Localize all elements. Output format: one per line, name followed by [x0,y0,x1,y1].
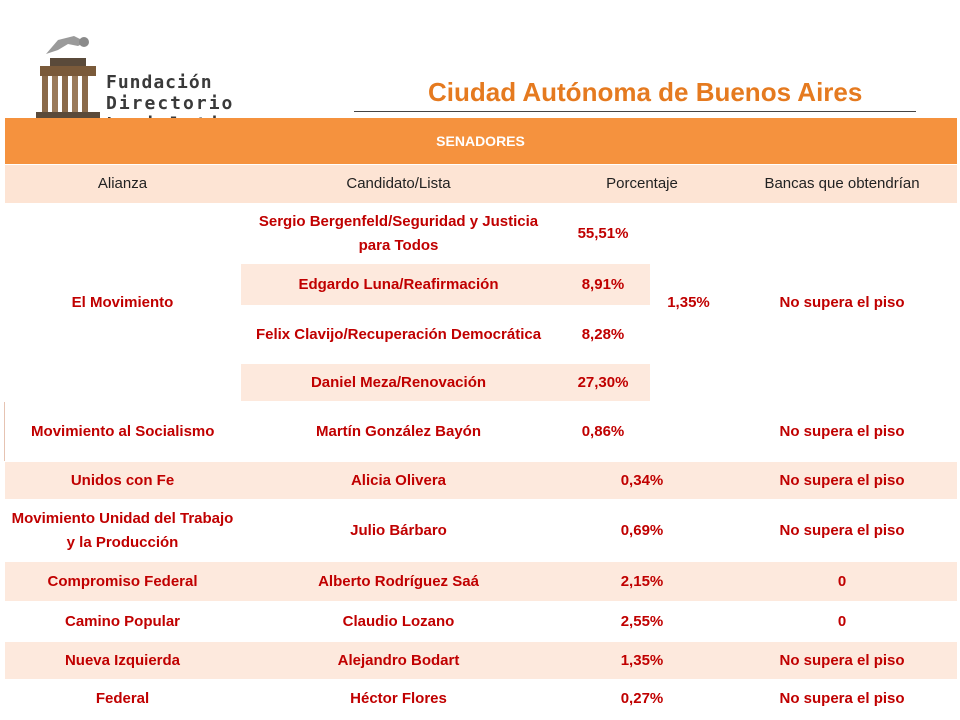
pct-cell: 0,27% [557,680,728,718]
candidato-cell: Martín González Bayón [241,402,557,462]
title-divider [354,111,916,112]
bancas-cell: No supera el piso [728,500,957,562]
candidato-cell: Alejandro Bodart [241,642,557,680]
legislature-building-icon [28,32,108,122]
pct-cell: 0,69% [557,500,728,562]
col-candidato: Candidato/Lista [241,165,557,204]
alianza-cell: Nueva Izquierda [5,642,241,680]
table-row [5,680,957,718]
pct-cell: 55,51% [557,204,650,264]
alianza-cell: El Movimiento [5,204,241,402]
table-row [5,562,957,602]
candidato-cell: Julio Bárbaro [241,500,557,562]
candidato-cell: Alberto Rodríguez Saá [241,562,557,602]
pct-cell: 2,15% [557,562,728,602]
alianza-cell: Federal [5,680,241,718]
pct-cell: 0,86% [557,402,650,462]
table-row [5,204,957,264]
col-bancas: Bancas que obtendrían [728,165,957,204]
candidato-cell: Sergio Bergenfeld/Seguridad y Justicia para Todos [241,204,557,264]
logo-line2: Directorio Legislativo [106,93,248,135]
table-row [5,462,957,500]
table-row [5,642,957,680]
bancas-cell: No supera el piso [728,462,957,500]
candidato-cell: Felix Clavijo/Recuperación Democrática [241,306,557,364]
results-table [4,118,957,718]
candidato-cell: Edgardo Luna/Reafirmación [241,264,557,306]
candidato-cell: Alicia Olivera [241,462,557,500]
pct-cell: 8,28% [557,306,650,364]
col-alianza: Alianza [5,165,241,204]
pct-cell: 1,35% [557,642,728,680]
logo-line1: Fundación [106,72,213,93]
candidato-cell: Héctor Flores [241,680,557,718]
bancas-cell: 0 [728,602,957,642]
alianza-cell: Movimiento al Socialismo [5,402,241,462]
pct-cell: 0,34% [557,462,728,500]
alianza-cell: Movimiento Unidad del Trabajo y la Producción [5,500,241,562]
candidato-cell: Claudio Lozano [241,602,557,642]
alianza-cell: Camino Popular [5,602,241,642]
table-header-row [5,165,957,204]
bancas-cell: No supera el piso [728,204,957,402]
bancas-cell: No supera el piso [728,642,957,680]
pct-cell: 27,30% [557,364,650,402]
pct-cell: 8,91% [557,264,650,306]
col-porcentaje: Porcentaje [557,165,728,204]
page-title: Ciudad Autónoma de Buenos Aires [428,77,863,107]
table-band [5,118,957,165]
table-row [5,500,957,562]
bancas-cell: 0 [728,562,957,602]
table-row [5,602,957,642]
band-label: SENADORES [5,118,957,165]
bancas-cell: No supera el piso [728,402,957,462]
bancas-cell: No supera el piso [728,680,957,718]
table-row [5,402,957,462]
alianza-cell: Unidos con Fe [5,462,241,500]
alianza-cell: Compromiso Federal [5,562,241,602]
group-pct-cell: 1,35% [650,204,728,402]
logo [28,32,348,135]
empty-cell [650,402,728,462]
pct-cell: 2,55% [557,602,728,642]
candidato-cell: Daniel Meza/Renovación [241,364,557,402]
